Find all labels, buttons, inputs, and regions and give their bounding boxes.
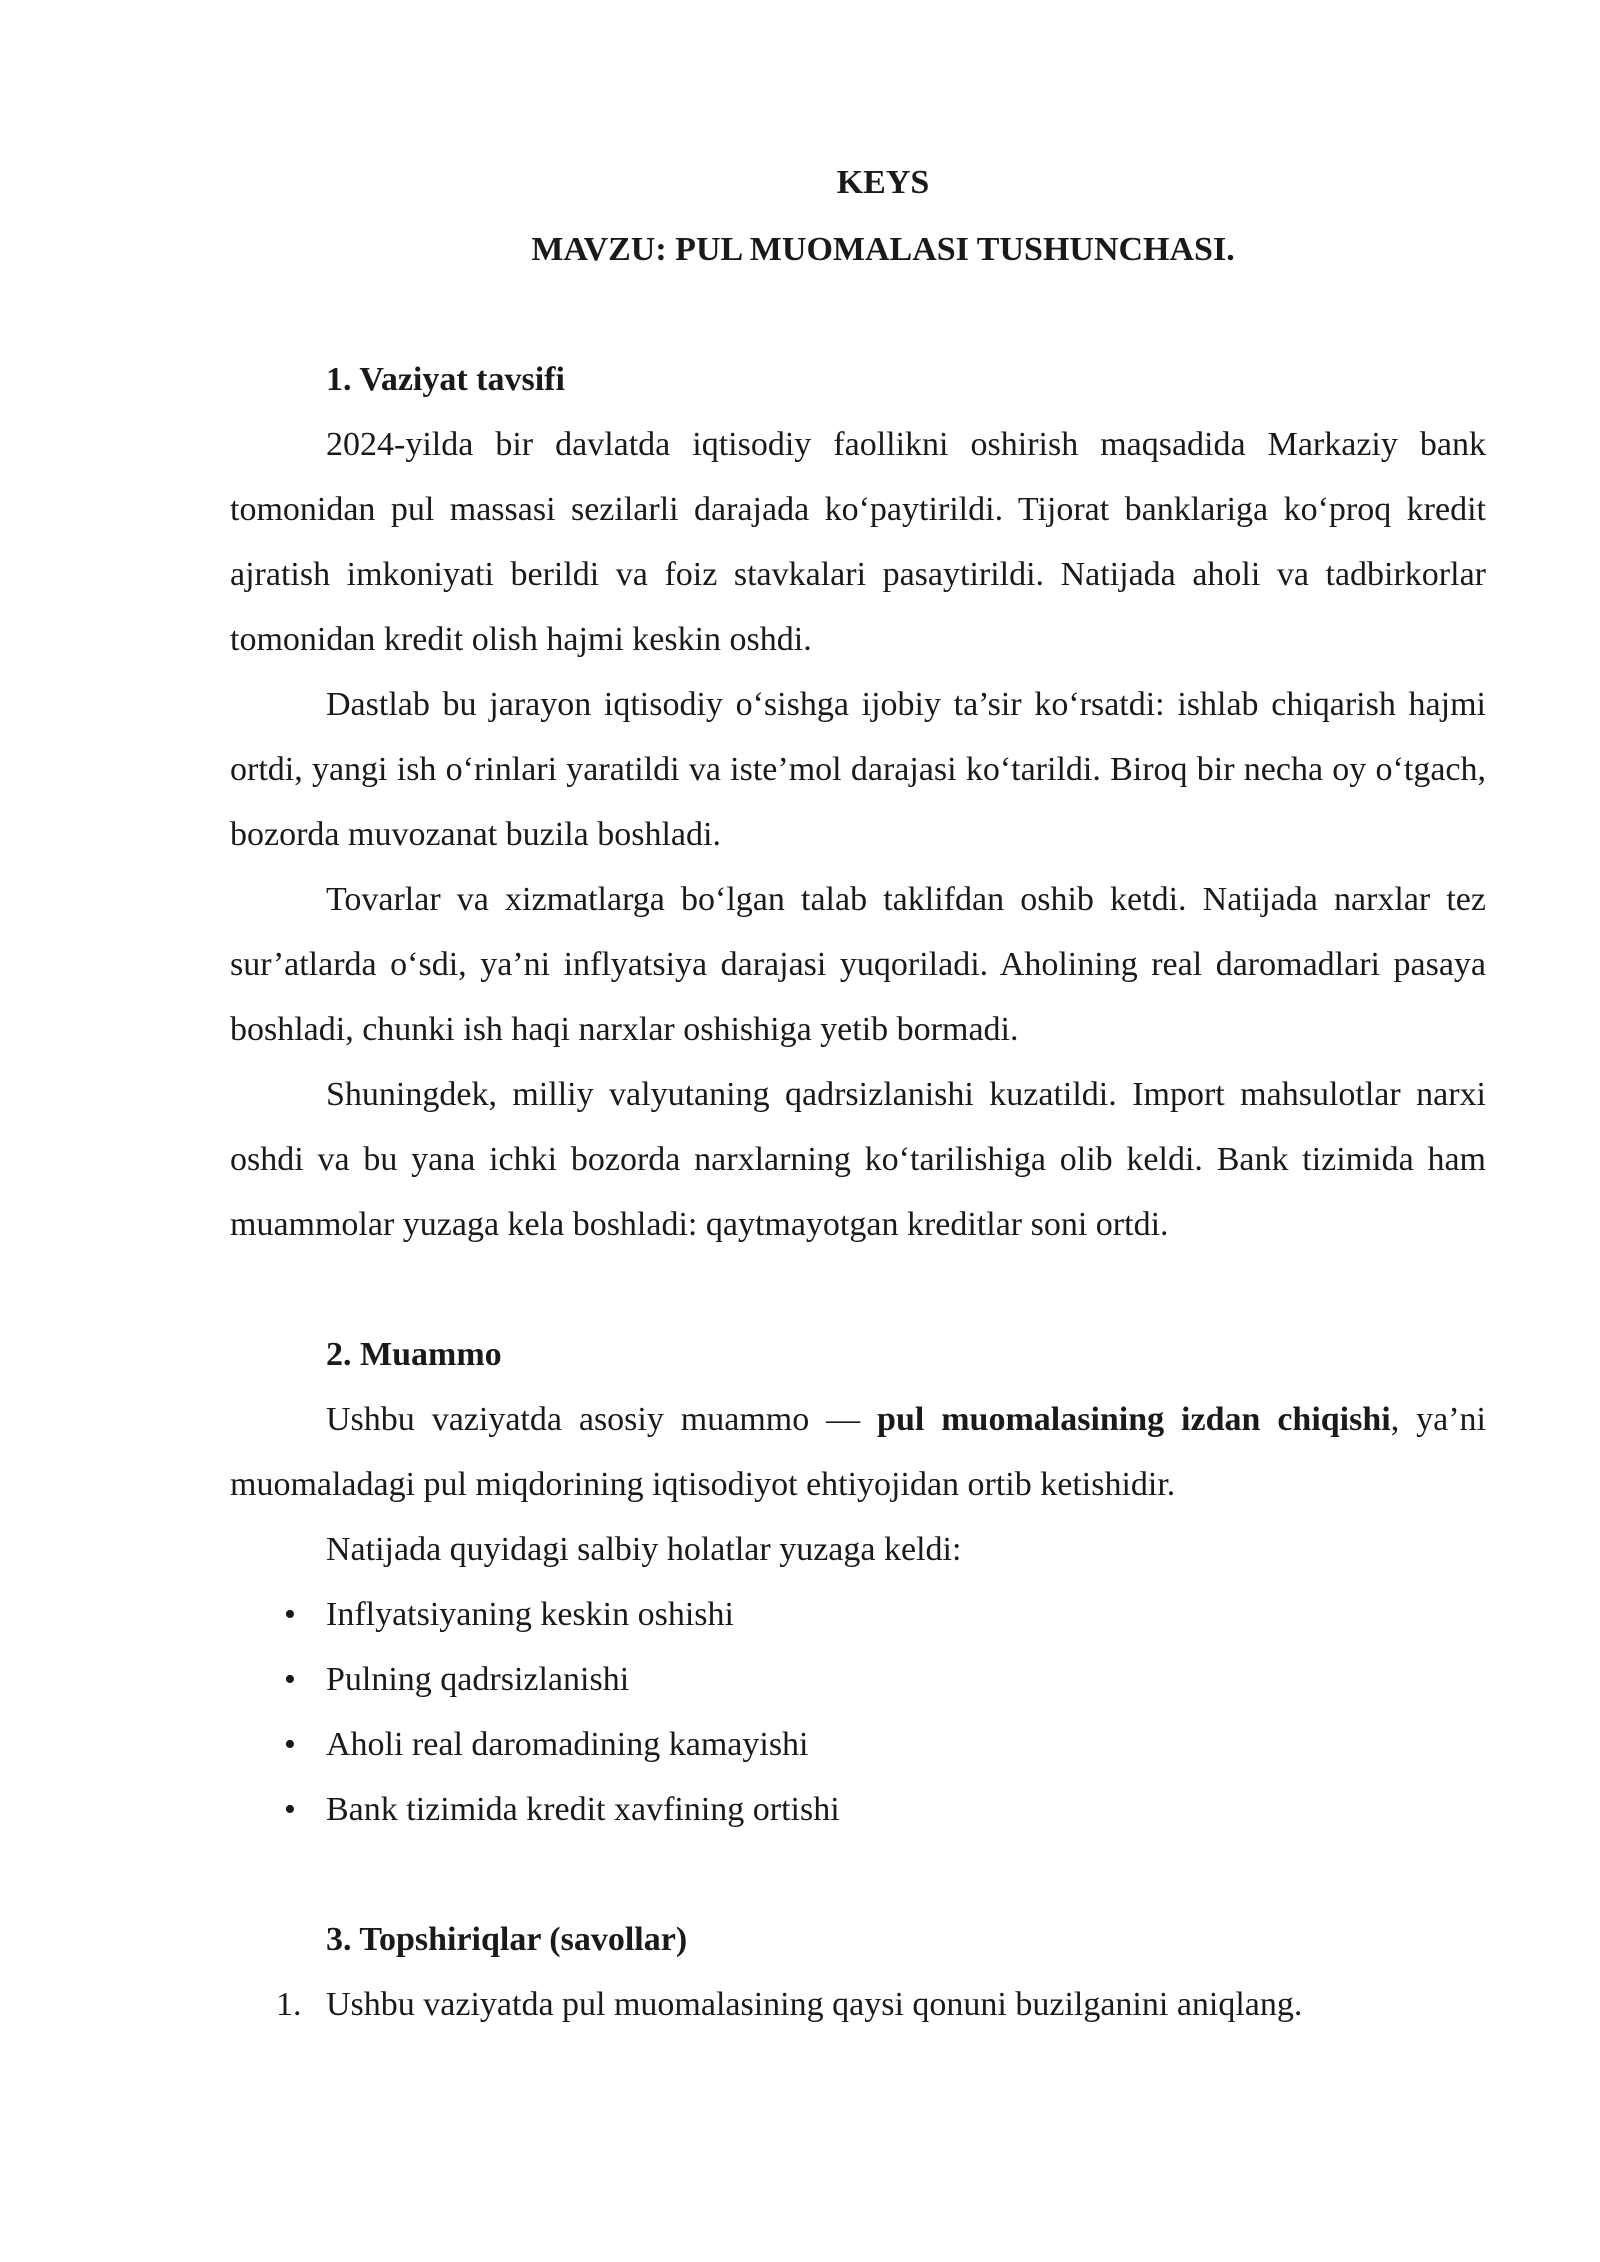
bullet-icon: • — [284, 1791, 296, 1828]
document-subtitle: MAVZU: PUL MUOMALASI TUSHUNCHASI. — [531, 231, 1235, 268]
list-item-text: Bank tizimida kredit xavfining ortishi — [326, 1791, 840, 1828]
section-problem — [230, 1322, 1486, 1842]
task-text: Ushbu vaziyatda pul muomalasining qaysi qonuni buzilganini aniqlang. — [326, 1986, 1303, 2023]
task-number: 1. — [276, 1986, 302, 2023]
paragraph: 2024-yilda bir davlatda iqtisodiy faollikni oshirish maqsadida Markaziy bank tomonidan pul massasi sezilarli darajada ko‘paytirildi. Tijorat banklariga ko‘proq kredit ajratish imkoniyati berildi va foiz stavkalari pasaytirildi. Natijada aholi va tadbirkorlar tomonidan kredit olish hajmi keskin oshdi. — [230, 426, 1486, 658]
bullet-icon: • — [284, 1726, 296, 1763]
task-item — [230, 1972, 1486, 2037]
problem-text-before: Ushbu vaziyatda asosiy muammo — — [326, 1401, 878, 1438]
list-lead: Natijada quyidagi salbiy holatlar yuzaga keldi: — [326, 1531, 962, 1568]
problem-statement — [230, 1387, 1486, 1517]
document-body — [230, 150, 1486, 2037]
list-item — [230, 1647, 1486, 1712]
list-item — [230, 1582, 1486, 1647]
list-item-text: Inflyatsiyaning keskin oshishi — [326, 1596, 734, 1633]
list-item — [230, 1777, 1486, 1842]
spacer — [230, 284, 1486, 347]
problem-highlight: pul muomalasining izdan chiqishi — [877, 1401, 1391, 1438]
list-item-text: Pulning qadrsizlanishi — [326, 1661, 630, 1698]
paragraph: Dastlab bu jarayon iqtisodiy o‘sishga ijobiy ta’sir ko‘rsatdi: ishlab chiqarish hajmi ortdi, yangi ish o‘rinlari yaratildi va iste’mol darajasi ko‘tarildi. Biroq bir necha oy o‘tgach, bozorda muvozanat buzila boshladi. — [230, 686, 1486, 853]
document-title: KEYS — [836, 164, 930, 201]
title-block — [230, 150, 1486, 284]
section-situation — [230, 347, 1486, 1257]
tasks-list — [230, 1972, 1486, 2037]
section-heading: 1. Vaziyat tavsifi — [326, 361, 565, 398]
spacer — [230, 1842, 1486, 1907]
bullet-icon: • — [284, 1596, 296, 1633]
problem-text-after: , ya’ni muomaladagi pul miqdorining iqtisodiyot ehtiyojidan ortib ketishidir. — [230, 1401, 1486, 1503]
list-item-text: Aholi real daromadining kamayishi — [326, 1726, 809, 1763]
section-heading: 2. Muammo — [326, 1336, 502, 1373]
spacer — [230, 1257, 1486, 1322]
consequences-list — [230, 1582, 1486, 1842]
section-tasks — [230, 1907, 1486, 2037]
bullet-icon: • — [284, 1661, 296, 1698]
section-heading: 3. Topshiriqlar (savollar) — [326, 1921, 688, 1958]
paragraph: Shuningdek, milliy valyutaning qadrsizlanishi kuzatildi. Import mahsulotlar narxi oshdi va bu yana ichki bozorda narxlarning ko‘tarilishiga olib keldi. Bank tizimida ham muammolar yuzaga kela boshladi: qaytmayotgan kreditlar soni ortdi. — [230, 1076, 1486, 1243]
paragraph: Tovarlar va xizmatlarga bo‘lgan talab taklifdan oshib ketdi. Natijada narxlar tez sur’atlarda o‘sdi, ya’ni inflyatsiya darajasi yuqoriladi. Aholining real daromadlari pasaya boshladi, chunki ish haqi narxlar oshishiga yetib bormadi. — [230, 881, 1486, 1048]
list-item — [230, 1712, 1486, 1777]
